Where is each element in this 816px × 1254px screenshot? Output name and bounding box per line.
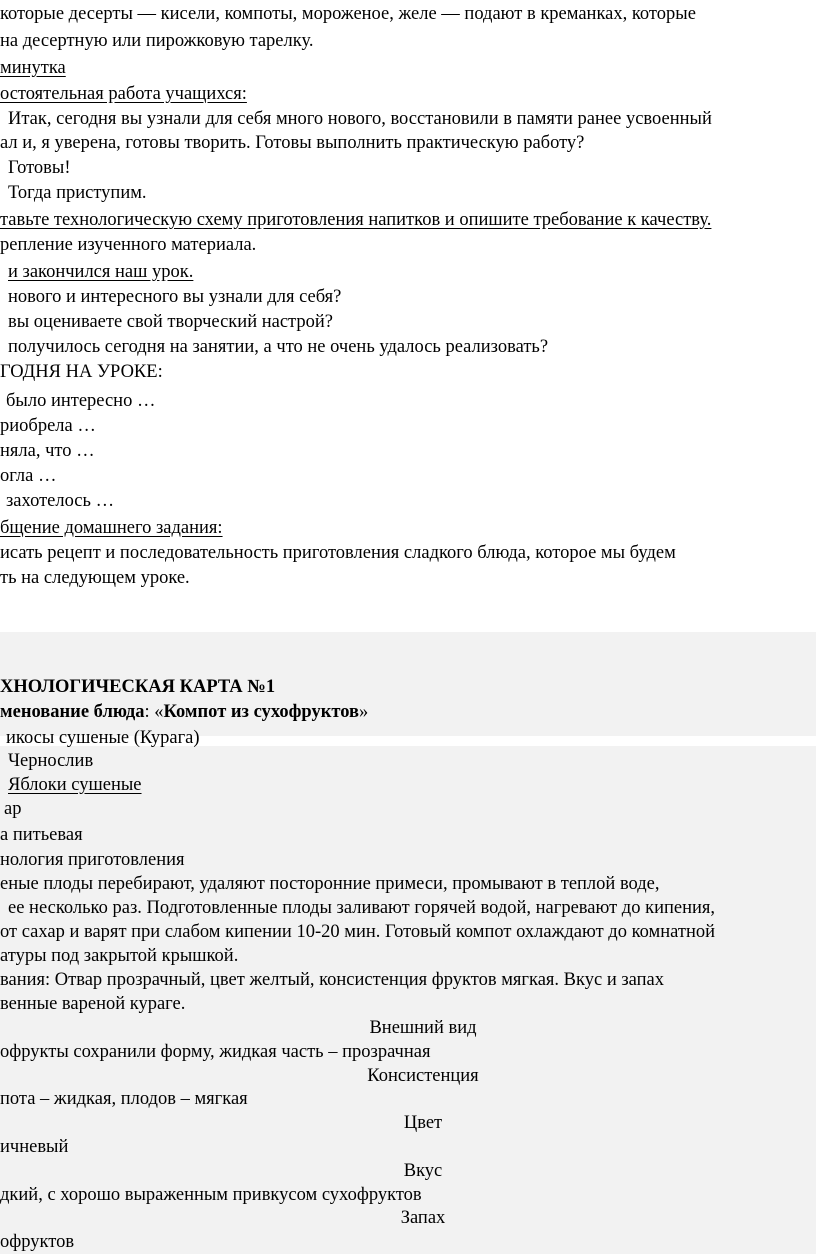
- section-heading: и закончился наш урок.: [8, 262, 194, 282]
- technology-heading: нология приготовления: [0, 850, 185, 870]
- text-line: репление изученного материала.: [0, 235, 257, 255]
- text-line: исать рецепт и последовательность приготовления сладкого блюда, которое мы будем: [0, 543, 676, 563]
- ingredient-item: икосы сушеные (Курага): [6, 728, 200, 748]
- requirements-line: венные вареной кураге.: [0, 994, 186, 1014]
- ingredient-item: Чернослив: [8, 751, 94, 771]
- text-line: Тогда приступим.: [8, 183, 147, 203]
- dish-separator: : «: [144, 702, 164, 722]
- quality-text: дкий, с хорошо выраженным привкусом сухофруктов: [0, 1185, 422, 1205]
- technology-line: еные плоды перебирают, удаляют посторонние примеси, промывают в теплой воде,: [0, 874, 660, 894]
- quality-heading: Внешний вид: [369, 1018, 477, 1038]
- card-title: ХНОЛОГИЧЕСКАЯ КАРТА №1: [0, 677, 276, 697]
- quality-heading: Запах: [400, 1208, 446, 1228]
- dish-name-line: [0, 700, 368, 724]
- text-line: нового и интересного вы узнали для себя?: [8, 287, 342, 307]
- quality-text: ичневый: [0, 1137, 69, 1157]
- quality-heading: Вкус: [403, 1161, 443, 1181]
- requirements-line: вания: Отвар прозрачный, цвет желтый, консистенция фруктов мягкая. Вкус и запах: [0, 970, 664, 990]
- text-line: риобрела …: [0, 416, 96, 436]
- ingredient-item: Яблоки сушеные: [8, 775, 142, 795]
- text-line: которые десерты — кисели, компоты, мороженое, желе — подают в креманках, которые: [0, 4, 696, 24]
- dish-name: Компот из сухофруктов: [163, 702, 360, 722]
- quality-text: офруктов: [0, 1232, 75, 1252]
- quality-text: пота – жидкая, плодов – мягкая: [0, 1089, 248, 1109]
- text-line: Готовы!: [8, 158, 71, 178]
- text-line: няла, что …: [0, 441, 95, 461]
- text-line: было интересно …: [6, 391, 156, 411]
- technology-line: ее несколько раз. Подготовленные плоды заливают горячей водой, нагревают до кипения,: [8, 898, 716, 918]
- task-heading: тавьте технологическую схему приготовления напитков и опишите требование к качеству.: [0, 210, 712, 230]
- technology-line: от сахар и варят при слабом кипении 10-20 мин. Готовый компот охлаждают до комнатной: [0, 922, 716, 942]
- text-line: вы оцениваете свой творческий настрой?: [8, 312, 333, 332]
- section-heading: минутка: [0, 58, 66, 78]
- section-heading: бщение домашнего задания:: [0, 518, 223, 538]
- section-heading: остоятельная работа учащихся:: [0, 84, 247, 104]
- text-line: Итак, сегодня вы узнали для себя много нового, восстановили в памяти ранее усвоенный: [8, 109, 712, 129]
- text-line: огла …: [0, 466, 57, 486]
- text-line: ГОДНЯ НА УРОКЕ:: [0, 362, 163, 382]
- quality-heading: Консистенция: [367, 1066, 479, 1086]
- ingredient-item: ар: [4, 799, 22, 819]
- text-line: на десертную или пирожковую тарелку.: [0, 31, 314, 51]
- ingredient-item: а питьевая: [0, 825, 83, 845]
- quality-heading: Цвет: [403, 1113, 443, 1133]
- dish-label: менование блюда: [0, 702, 145, 722]
- technology-line: атуры под закрытой крышкой.: [0, 946, 239, 966]
- quality-text: офрукты сохранили форму, жидкая часть – прозрачная: [0, 1042, 431, 1062]
- text-line: захотелось …: [6, 491, 115, 511]
- text-line: ть на следующем уроке.: [0, 568, 190, 588]
- text-line: получилось сегодня на занятии, а что не очень удалось реализовать?: [8, 337, 549, 357]
- text-line: ал и, я уверена, готовы творить. Готовы выполнить практическую работу?: [0, 133, 585, 153]
- dish-quote-close: »: [359, 702, 369, 722]
